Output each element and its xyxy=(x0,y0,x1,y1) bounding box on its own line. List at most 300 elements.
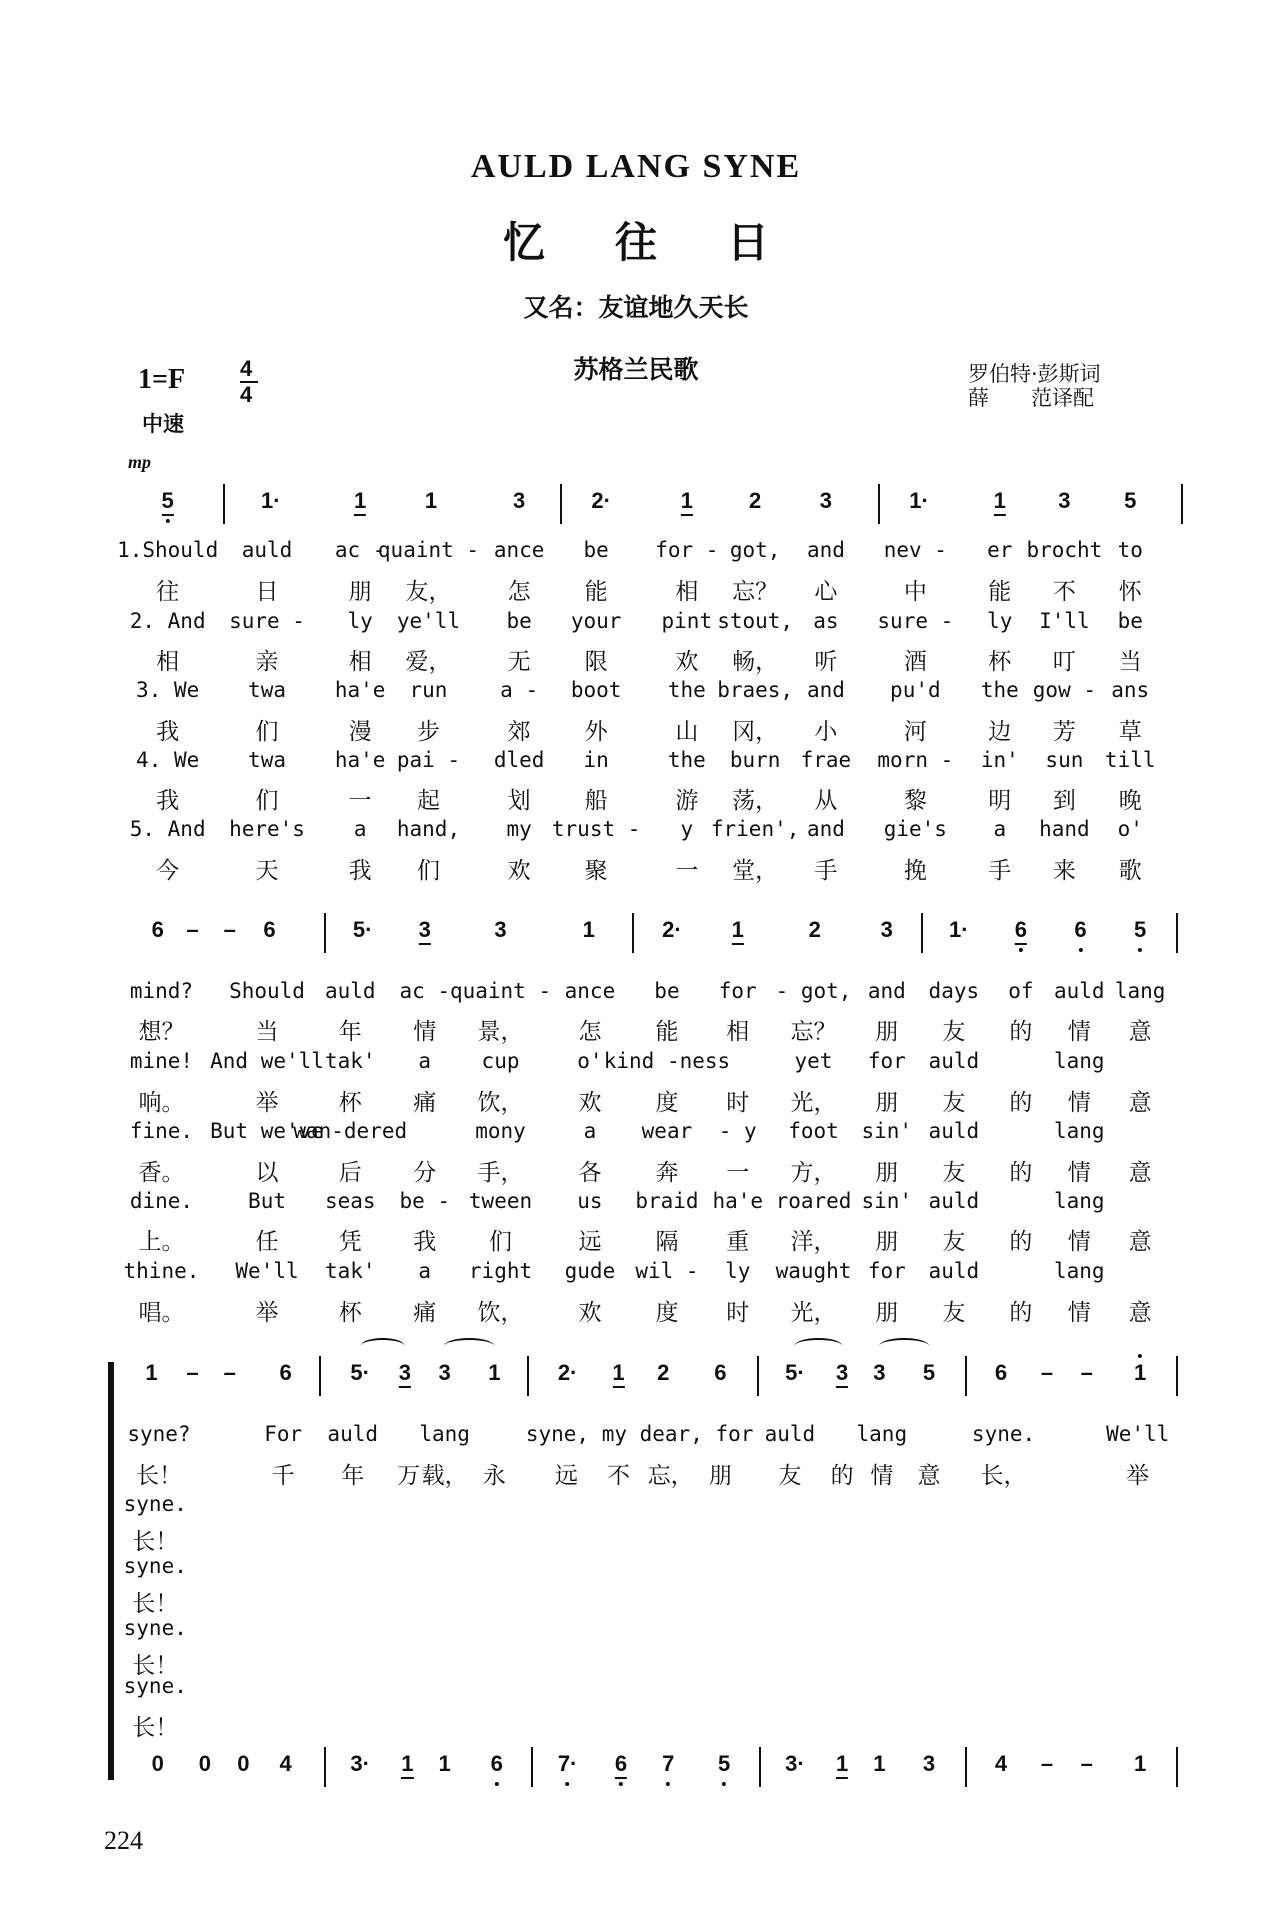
lyric-chinese: 朋 xyxy=(875,1229,899,1256)
lyric-chinese: 一 xyxy=(348,788,372,815)
note: 3· xyxy=(785,1751,805,1777)
lyric-english: a xyxy=(993,817,1007,842)
lyric-english: right xyxy=(468,1259,533,1284)
lyric-chinese: 欢 xyxy=(578,1300,602,1327)
lyric-english: mine! xyxy=(129,1049,194,1074)
lyric-english: your xyxy=(570,608,622,633)
lyric-english: dine. xyxy=(129,1188,194,1213)
slur-mark xyxy=(445,1338,495,1354)
lyric-english: a xyxy=(583,1119,597,1144)
lyric-chinese: 度 xyxy=(655,1090,679,1117)
lyric-english: be xyxy=(583,537,609,562)
lyric-chinese: 荡， xyxy=(732,788,779,815)
note: 5· xyxy=(352,916,373,942)
lyric-chinese: 情 xyxy=(870,1462,894,1489)
lyric-chinese: 山 xyxy=(675,718,699,745)
lyric-english: hand xyxy=(1039,817,1090,842)
barline xyxy=(324,913,326,953)
lyric-english: gude xyxy=(564,1259,616,1284)
lyric-english: tween xyxy=(468,1188,533,1213)
sustain-dash: – xyxy=(1080,1359,1093,1385)
lyric-english: to xyxy=(1117,537,1143,562)
lyric-english: ha'e xyxy=(334,747,386,772)
lyric-chinese: 各 xyxy=(578,1159,602,1186)
lyric-chinese: 冈， xyxy=(732,718,779,745)
lyric-chinese: 时 xyxy=(726,1090,750,1117)
lyric-chinese: 叮 xyxy=(1052,649,1076,676)
lyric-chinese: 年 xyxy=(341,1462,365,1489)
lyric-english: days xyxy=(928,978,980,1003)
lyric-english: ly xyxy=(347,608,373,633)
lyric-english: gow - xyxy=(1032,678,1096,703)
lyric-chinese: 举 xyxy=(255,1090,279,1117)
lyric-chinese: 日 xyxy=(255,578,279,605)
lyric-chinese: 聚 xyxy=(584,858,608,884)
lyric-chinese: 从 xyxy=(814,788,838,815)
note: 6 xyxy=(263,916,276,942)
note: 1 xyxy=(994,488,1006,516)
lyric-english: 3. We xyxy=(136,678,200,703)
lyric-chinese: 后 xyxy=(338,1159,362,1186)
lyric-chinese: 欢 xyxy=(507,858,531,884)
lyric-english: frien', xyxy=(710,817,800,842)
lyric-english: y xyxy=(680,817,694,842)
lyric-chinese: 今 xyxy=(156,858,180,884)
lyric-chinese: 洋， xyxy=(790,1229,837,1256)
lyric-english: er xyxy=(987,537,1013,562)
lyric-chinese: 意 xyxy=(1128,1090,1152,1117)
sustain-dash: – xyxy=(223,1359,236,1385)
lyric-chinese: 到 xyxy=(1052,788,1076,815)
note: 6 xyxy=(490,1751,503,1777)
lyric-chinese: 任 xyxy=(255,1229,279,1256)
lyric-english: thine. xyxy=(123,1259,200,1284)
lyric-chinese: 们 xyxy=(489,1229,513,1256)
lyric-chinese: 痛 xyxy=(413,1300,437,1327)
note: 1 xyxy=(612,1360,624,1388)
lyric-chinese: 情 xyxy=(1067,1300,1091,1327)
lyric-chinese: 的 xyxy=(830,1462,854,1489)
barline xyxy=(759,1747,761,1787)
lyric-chinese: 朋 xyxy=(348,578,372,605)
lyric-chinese: 举 xyxy=(1126,1462,1150,1489)
lyric-english: in' xyxy=(980,747,1019,772)
lyric-chinese: 响。 xyxy=(138,1090,185,1117)
lyric-english: sin' xyxy=(861,1119,913,1144)
lyricist-credit: 罗伯特·彭斯词 xyxy=(968,362,1101,386)
lyric-chinese: 相 xyxy=(348,649,372,676)
lyric-english: 5. And xyxy=(129,817,206,842)
lyric-chinese: 千 xyxy=(271,1462,295,1489)
lyric-english: for xyxy=(867,1259,906,1284)
note: 6 xyxy=(1074,916,1087,942)
lyric-chinese: 外 xyxy=(584,718,608,745)
lyric-chinese: 晚 xyxy=(1118,788,1142,815)
lyric-english: twa xyxy=(248,747,286,772)
lyric-english: foot xyxy=(788,1119,839,1144)
lyric-english: dled xyxy=(493,747,545,772)
sustain-dash: – xyxy=(223,916,236,942)
lyric-english: syne. xyxy=(123,1674,187,1699)
barline xyxy=(319,1356,321,1396)
lyric-chinese: 忘？ xyxy=(732,578,779,605)
lyric-chinese: 杯 xyxy=(988,649,1012,676)
barline xyxy=(921,913,923,953)
lyric-chinese: 手， xyxy=(477,1159,524,1186)
lyric-english: braes, xyxy=(717,678,794,703)
lyric-english: in xyxy=(583,747,609,772)
lyric-english: auld xyxy=(764,1422,816,1447)
barline xyxy=(1181,484,1183,524)
lyric-chinese: 们 xyxy=(255,718,279,745)
note: 5 xyxy=(1134,916,1147,942)
note: 1 xyxy=(873,1751,886,1777)
lyric-chinese: 漫 xyxy=(348,718,372,745)
lyric-english: ha'e xyxy=(712,1188,764,1213)
lyric-english: - got, xyxy=(775,978,852,1003)
lyric-chinese: 小 xyxy=(814,718,838,745)
lyric-chinese: 年 xyxy=(338,1019,362,1046)
lyric-chinese: 分 xyxy=(413,1159,437,1186)
barline xyxy=(965,1356,967,1396)
song-origin: 苏格兰民歌 xyxy=(573,355,699,384)
lyric-english: lang xyxy=(1054,1119,1105,1144)
lyric-english: wear xyxy=(641,1119,693,1144)
note: 3 xyxy=(922,1751,936,1777)
note: 1· xyxy=(949,916,969,942)
lyric-chinese: 方， xyxy=(790,1159,837,1186)
lyric-english: brocht xyxy=(1026,537,1103,562)
lyric-english: auld xyxy=(928,1049,980,1074)
lyric-chinese: 长！ xyxy=(132,1714,179,1741)
lyric-chinese: 欢 xyxy=(578,1090,602,1117)
lyric-english: lang xyxy=(1054,1049,1105,1074)
lyric-english: a xyxy=(353,817,367,842)
lyric-chinese: 万 xyxy=(397,1462,421,1489)
lyric-english: We'll xyxy=(1106,1422,1170,1447)
lyric-chinese: 情 xyxy=(413,1019,437,1046)
lyric-english: sin' xyxy=(861,1188,913,1213)
lyric-chinese: 河 xyxy=(903,718,927,745)
lyric-chinese: 不 xyxy=(1052,578,1076,605)
note: 5 xyxy=(922,1359,936,1385)
note: 6 xyxy=(279,1359,292,1385)
lyric-english: mind? xyxy=(129,978,194,1003)
barline xyxy=(632,913,634,953)
note: 1 xyxy=(732,917,744,945)
lyric-english: trust - xyxy=(551,817,641,842)
lyric-english: of xyxy=(1008,978,1034,1003)
lyric-english: be xyxy=(1117,608,1143,633)
lyric-english: ye'll xyxy=(396,608,461,633)
lyric-english: wan-dered xyxy=(293,1119,408,1144)
barline xyxy=(1176,1356,1178,1396)
lyric-chinese: 不 xyxy=(607,1462,631,1489)
lyric-english: lang xyxy=(419,1422,470,1447)
note: 1· xyxy=(260,488,281,514)
lyric-chinese: 歌 xyxy=(1118,858,1142,884)
lyric-english: ac - xyxy=(399,978,451,1003)
lyric-chinese: 意 xyxy=(1128,1019,1152,1046)
lyric-english: lang xyxy=(1114,978,1166,1003)
lyric-english: my xyxy=(506,817,532,842)
lyric-chinese: 朋 xyxy=(708,1462,732,1489)
lyric-chinese: 以 xyxy=(255,1159,279,1186)
lyric-english: run xyxy=(409,678,448,703)
note: 3 xyxy=(873,1359,886,1385)
lyric-english: braid xyxy=(635,1188,699,1213)
lyric-english: and xyxy=(867,978,906,1003)
lyric-english: be - xyxy=(399,1188,451,1213)
song-alt-title: 又名：友谊地久天长 xyxy=(523,293,749,322)
lyric-english: Should xyxy=(229,978,305,1003)
lyric-chinese: 远 xyxy=(578,1229,602,1256)
lyric-chinese: 边 xyxy=(988,718,1012,745)
lyric-chinese: 划 xyxy=(507,788,531,815)
lyric-english: nev - xyxy=(883,537,947,562)
time-signature-top: 4 xyxy=(240,356,253,381)
lyric-english: boot xyxy=(570,678,622,703)
note: 3 xyxy=(1058,488,1071,514)
note: 2· xyxy=(591,488,611,514)
note: 2 xyxy=(749,488,762,514)
lyric-english: tak' xyxy=(324,1259,376,1284)
note: 3· xyxy=(350,1751,370,1777)
lyric-english: yet xyxy=(794,1049,833,1074)
note: 1 xyxy=(145,1359,158,1385)
lyric-english: 2. And xyxy=(129,608,206,633)
lyric-chinese: 景， xyxy=(477,1019,524,1046)
song-title-english: AULD LANG SYNE xyxy=(470,148,802,185)
lyric-chinese: 长！ xyxy=(132,1652,179,1679)
lyric-chinese: 长！ xyxy=(135,1462,182,1489)
lyric-chinese: 我 xyxy=(413,1229,437,1256)
lyric-chinese: 意 xyxy=(917,1462,941,1489)
barline xyxy=(324,1747,326,1787)
lyric-chinese: 堂， xyxy=(732,858,779,884)
lyric-chinese: 朋 xyxy=(875,1019,899,1046)
lyric-chinese: 隔 xyxy=(655,1229,679,1256)
lyric-english: and xyxy=(806,817,845,842)
lyric-english: sure - xyxy=(229,608,305,633)
lyric-english: pint xyxy=(661,608,713,633)
lyric-chinese: 上。 xyxy=(138,1229,185,1256)
note: 1· xyxy=(909,488,929,514)
lyric-english: for - xyxy=(655,537,719,562)
lyric-english: ac - xyxy=(334,537,386,562)
lyric-chinese: 能 xyxy=(988,578,1012,605)
barline xyxy=(531,1747,533,1787)
note: 1 xyxy=(438,1751,451,1777)
lyric-english: for xyxy=(718,978,757,1003)
lyric-chinese: 怎 xyxy=(507,578,531,605)
lyric-english: ans xyxy=(1111,678,1150,703)
note: 4 xyxy=(994,1751,1008,1777)
lyric-chinese: 相 xyxy=(675,578,699,605)
lyric-english: be xyxy=(654,978,680,1003)
sustain-dash: – xyxy=(186,1359,199,1385)
lyric-chinese: 意 xyxy=(1128,1229,1152,1256)
lyric-chinese: 杯 xyxy=(338,1300,362,1327)
note: 5 xyxy=(717,1751,731,1777)
lyric-english: seas xyxy=(324,1188,376,1213)
lyric-english: o' xyxy=(1117,817,1143,842)
lyric-english: cup xyxy=(481,1049,520,1074)
lyric-chinese: 度 xyxy=(655,1300,679,1327)
song-title-chinese: 忆往日 xyxy=(502,218,840,267)
lyric-english: lang xyxy=(856,1422,908,1447)
note: 3 xyxy=(836,1360,848,1388)
note: 1 xyxy=(1134,1359,1147,1385)
lyric-chinese: 畅， xyxy=(732,649,779,676)
slur-mark xyxy=(360,1338,405,1354)
lyric-chinese: 举 xyxy=(255,1300,279,1327)
lyric-english: kind -ness xyxy=(603,1049,731,1074)
note: 3 xyxy=(513,488,526,514)
lyric-chinese: 奔 xyxy=(655,1159,679,1186)
lyric-chinese: 远 xyxy=(554,1462,578,1489)
lyric-chinese: 一 xyxy=(675,858,699,884)
lyric-chinese: 长！ xyxy=(132,1528,179,1555)
lyric-english: I'll xyxy=(1039,608,1090,633)
lyric-chinese: 情 xyxy=(1067,1090,1091,1117)
lyric-english: pu'd xyxy=(890,678,941,703)
lyric-chinese: 情 xyxy=(1067,1019,1091,1046)
time-signature-bottom: 4 xyxy=(240,382,253,407)
lyric-english: auld xyxy=(241,537,293,562)
lyric-english: 1.Should xyxy=(117,537,219,562)
lyric-english: auld xyxy=(1054,978,1105,1003)
note: 7 xyxy=(662,1751,675,1777)
lyric-english: And we'll xyxy=(210,1049,324,1074)
lyric-english: lang xyxy=(1054,1188,1105,1213)
lyric-english: waught xyxy=(775,1259,852,1284)
barline xyxy=(1176,913,1178,953)
lyric-chinese: 我 xyxy=(348,858,372,884)
lyric-english: mony xyxy=(475,1119,526,1144)
lyric-chinese: 意 xyxy=(1128,1159,1152,1186)
lyric-english: us xyxy=(577,1188,603,1213)
lyric-chinese: 无 xyxy=(507,649,531,676)
lyric-chinese: 能 xyxy=(584,578,608,605)
lyric-chinese: 能 xyxy=(655,1019,679,1046)
lyric-english: fine. xyxy=(129,1119,194,1144)
lyric-chinese: 意 xyxy=(1128,1300,1152,1327)
credits xyxy=(968,362,1101,410)
note: 4 xyxy=(279,1751,292,1777)
note: 2 xyxy=(657,1359,670,1385)
note: 3 xyxy=(438,1359,451,1385)
note: 5· xyxy=(350,1359,370,1385)
sustain-dash: – xyxy=(1080,1751,1093,1777)
lyric-english: syne? xyxy=(127,1422,191,1447)
lyric-english: till xyxy=(1104,747,1156,772)
lyric-english: We'll xyxy=(235,1259,299,1284)
lyric-english: the xyxy=(980,678,1019,703)
barline xyxy=(527,1356,529,1396)
barline xyxy=(757,1356,759,1396)
note: 3 xyxy=(399,1360,411,1388)
lyric-chinese: 唱。 xyxy=(138,1300,185,1327)
lyric-english: 4. We xyxy=(136,747,200,772)
lyric-english: sun xyxy=(1045,747,1084,772)
lyric-english: and xyxy=(806,678,845,703)
barline xyxy=(1176,1747,1178,1787)
lyric-chinese: 饮， xyxy=(477,1300,524,1327)
lyric-english: auld xyxy=(327,1422,379,1447)
lyric-english: morn - xyxy=(877,747,954,772)
lyric-chinese: 一 xyxy=(726,1159,750,1186)
lyric-chinese: 友 xyxy=(942,1019,966,1046)
lyric-chinese: 饮， xyxy=(477,1090,524,1117)
note: 3 xyxy=(819,488,833,514)
note: 5· xyxy=(785,1359,805,1385)
lyric-english: got, xyxy=(729,537,781,562)
lyric-chinese: 相 xyxy=(726,1019,750,1046)
note: 7· xyxy=(557,1751,578,1777)
barline xyxy=(223,484,225,524)
sustain-dash: – xyxy=(1040,1359,1054,1385)
lyric-chinese: 长， xyxy=(980,1462,1027,1489)
lyric-chinese: 们 xyxy=(255,788,279,815)
note: 0 xyxy=(198,1751,212,1777)
lyric-english: burn xyxy=(729,747,781,772)
repeat-bracket xyxy=(108,1362,114,1780)
lyric-english: roared xyxy=(775,1188,852,1213)
lyric-english: ance xyxy=(564,978,616,1003)
lyric-chinese: 郊 xyxy=(507,718,531,745)
note: 1 xyxy=(424,488,438,514)
lyric-chinese: 想？ xyxy=(138,1019,185,1046)
lyric-chinese: 来 xyxy=(1052,858,1076,884)
lyric-english: pai - xyxy=(396,747,461,772)
lyric-english: the xyxy=(667,678,706,703)
lyric-english: twa xyxy=(248,678,286,703)
lyric-chinese: 痛 xyxy=(413,1090,437,1117)
lyric-chinese: 芳 xyxy=(1052,718,1076,745)
lyric-english: frae xyxy=(800,747,852,772)
lyric-english: here's xyxy=(229,817,305,842)
lyric-chinese: 明 xyxy=(988,788,1012,815)
lyric-chinese: 光， xyxy=(790,1300,837,1327)
sustain-dash: – xyxy=(186,916,199,942)
lyric-english: sure - xyxy=(877,608,954,633)
note: 6 xyxy=(615,1751,627,1779)
lyric-english: a - xyxy=(500,678,539,703)
lyric-chinese: 黎 xyxy=(903,788,927,815)
note: 3 xyxy=(494,916,507,942)
tempo-marking: 中速 xyxy=(142,412,184,436)
lyric-chinese: 友 xyxy=(942,1300,966,1327)
lyric-chinese: 怀 xyxy=(1118,578,1142,605)
sustain-dash: – xyxy=(1040,1751,1054,1777)
lyric-english: wil - xyxy=(635,1259,699,1284)
note: 5 xyxy=(162,488,174,516)
note: 1 xyxy=(836,1751,848,1779)
note: 6 xyxy=(994,1359,1008,1385)
lyric-chinese: 的 xyxy=(1009,1090,1033,1117)
note: 6 xyxy=(714,1359,727,1385)
note: 1 xyxy=(354,488,366,516)
translator-credit: 薛 范译配 xyxy=(968,386,1094,410)
lyric-chinese: 手 xyxy=(814,858,838,884)
lyric-english: auld xyxy=(928,1188,980,1213)
lyric-english: o' xyxy=(577,1049,603,1074)
lyric-english: as xyxy=(813,608,839,633)
lyric-chinese: 步 xyxy=(416,718,440,745)
lyric-chinese: 当 xyxy=(1118,649,1142,676)
lyric-chinese: 亲 xyxy=(255,649,279,676)
